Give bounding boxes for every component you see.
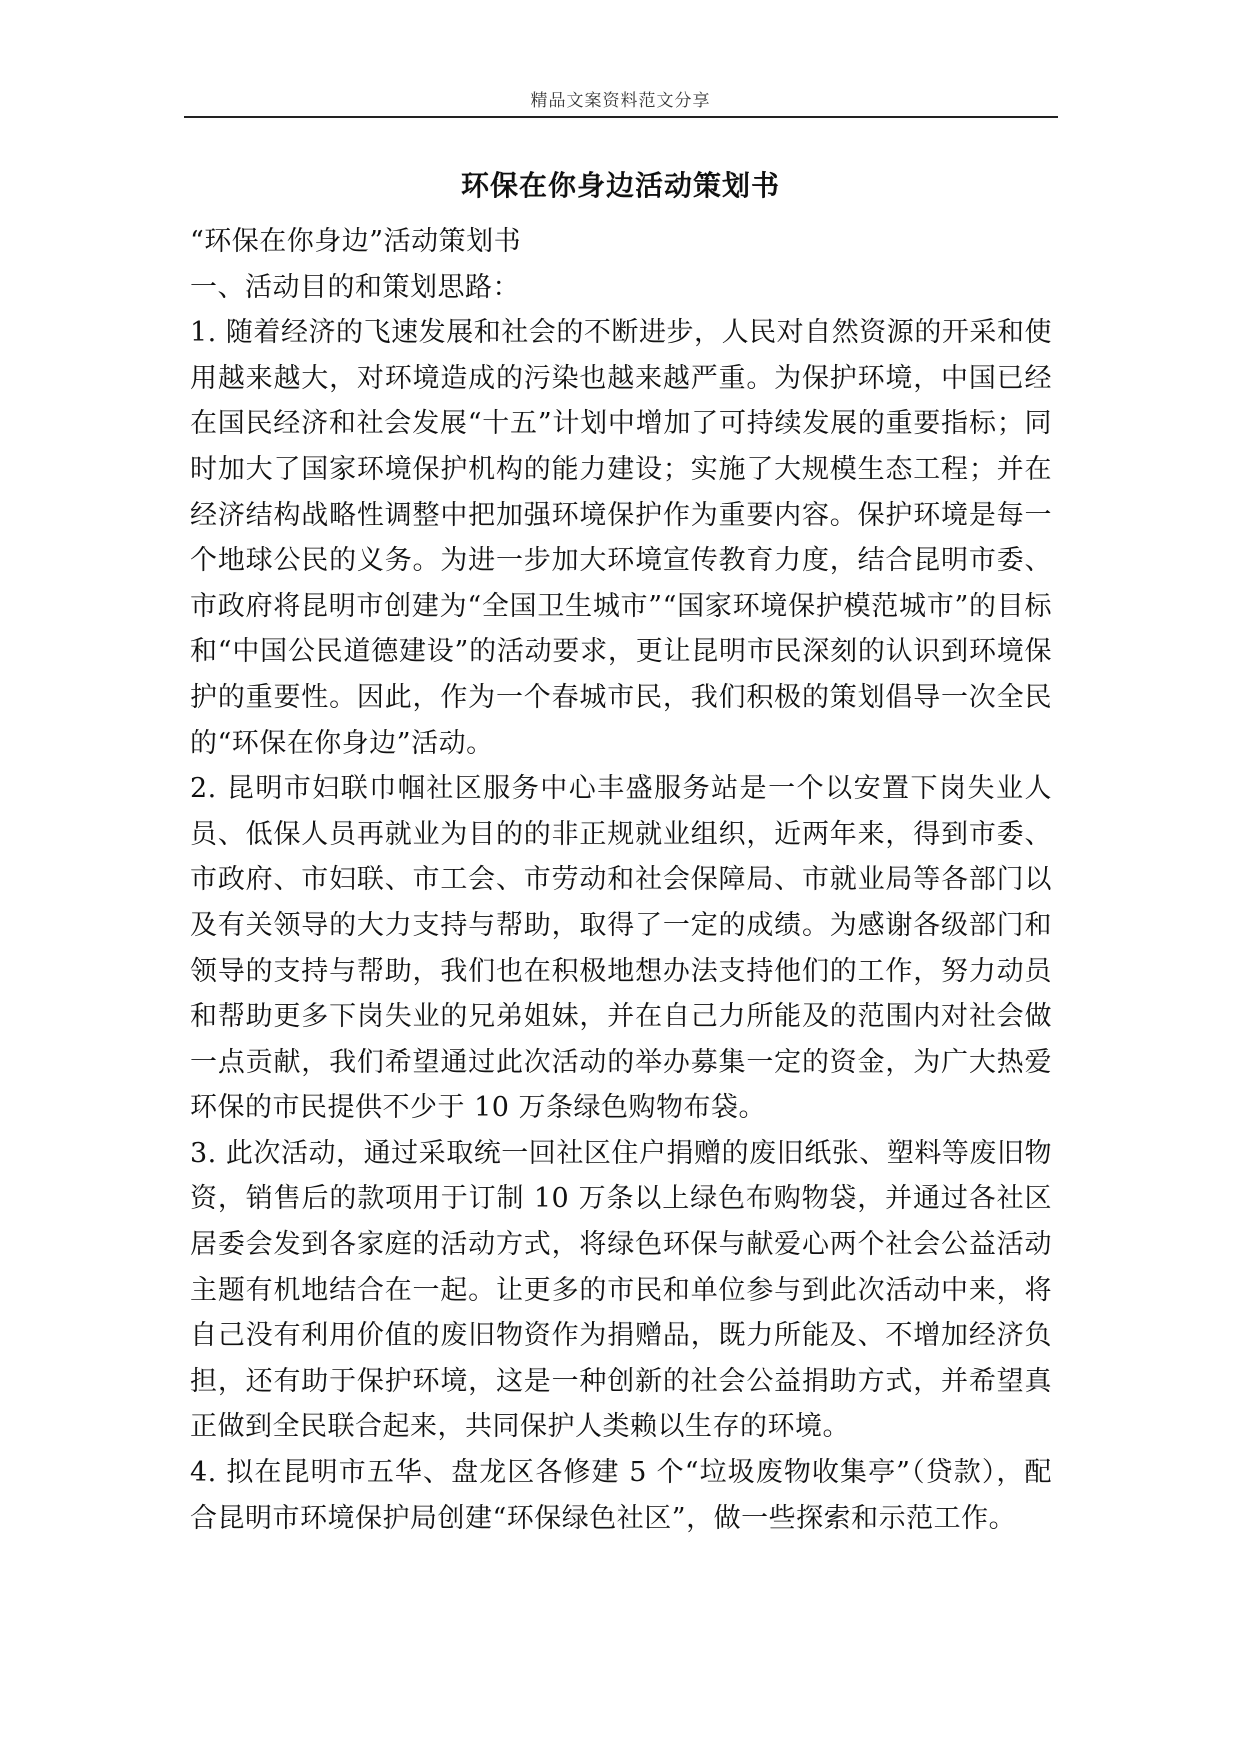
header-divider [184, 116, 1058, 118]
paragraph-4: 4. 拟在昆明市五华、盘龙区各修建 5 个“垃圾废物收集亭”（贷款），配合昆明市环境保护局创建“环保绿色社区”，做一些探索和示范工作。 [190, 1457, 1052, 1534]
page-header: 精品文案资料范文分享 [530, 91, 711, 111]
document-body [190, 219, 1052, 1541]
document-subtitle: “环保在你身边”活动策划书 [190, 226, 522, 257]
paragraph-2: 2. 昆明市妇联巾帼社区服务中心丰盛服务站是一个以安置下岗失业人员、低保人员再就业为目的的非正规就业组织，近两年来，得到市委、市政府、市妇联、市工会、市劳动和社会保障局、市就业局等各部门以及有关领导的大力支持与帮助，取得了一定的成绩。为感谢各级部门和领导的支持与帮助，我们也在积极地想办法支持他们的工作，努力动员和帮助更多下岗失业的兄弟姐妹，并在自己力所能及的范围内对社会做一点贡献，我们希望通过此次活动的举办募集一定的资金，为广大热爱环保的市民提供不少于 10 万条绿色购物布袋。 [190, 773, 1052, 1124]
document-title: 环保在你身边活动策划书 [460, 169, 780, 202]
paragraph-1: 1. 随着经济的飞速发展和社会的不断进步，人民对自然资源的开采和使用越来越大，对环境造成的污染也越来越严重。为保护环境，中国已经在国民经济和社会发展“十五”计划中增加了可持续发展的重要指标；同时加大了国家环境保护机构的能力建设；实施了大规模生态工程；并在经济结构战略性调整中把加强环境保护作为重要内容。保护环境是每一个地球公民的义务。为进一步加大环境宣传教育力度，结合昆明市委、市政府将昆明市创建为“全国卫生城市”“国家环境保护模范城市”的目标和“中国公民道德建设”的活动要求，更让昆明市民深刻的认识到环境保护的重要性。因此，作为一个春城市民，我们积极的策划倡导一次全民的“环保在你身边”活动。 [190, 317, 1052, 759]
paragraph-3: 3. 此次活动，通过采取统一回社区住户捐赠的废旧纸张、塑料等废旧物资，销售后的款项用于订制 10 万条以上绿色布购物袋，并通过各社区居委会发到各家庭的活动方式，将绿色环保与献爱心两个社会公益活动主题有机地结合在一起。让更多的市民和单位参与到此次活动中来，将自己没有利用价值的废旧物资作为捐赠品，既力所能及、不增加经济负担，还有助于保护环境，这是一种创新的社会公益捐助方式，并希望真正做到全民联合起来，共同保护人类赖以生存的环境。 [190, 1137, 1052, 1443]
section-heading: 一、活动目的和策划思路： [190, 271, 520, 303]
